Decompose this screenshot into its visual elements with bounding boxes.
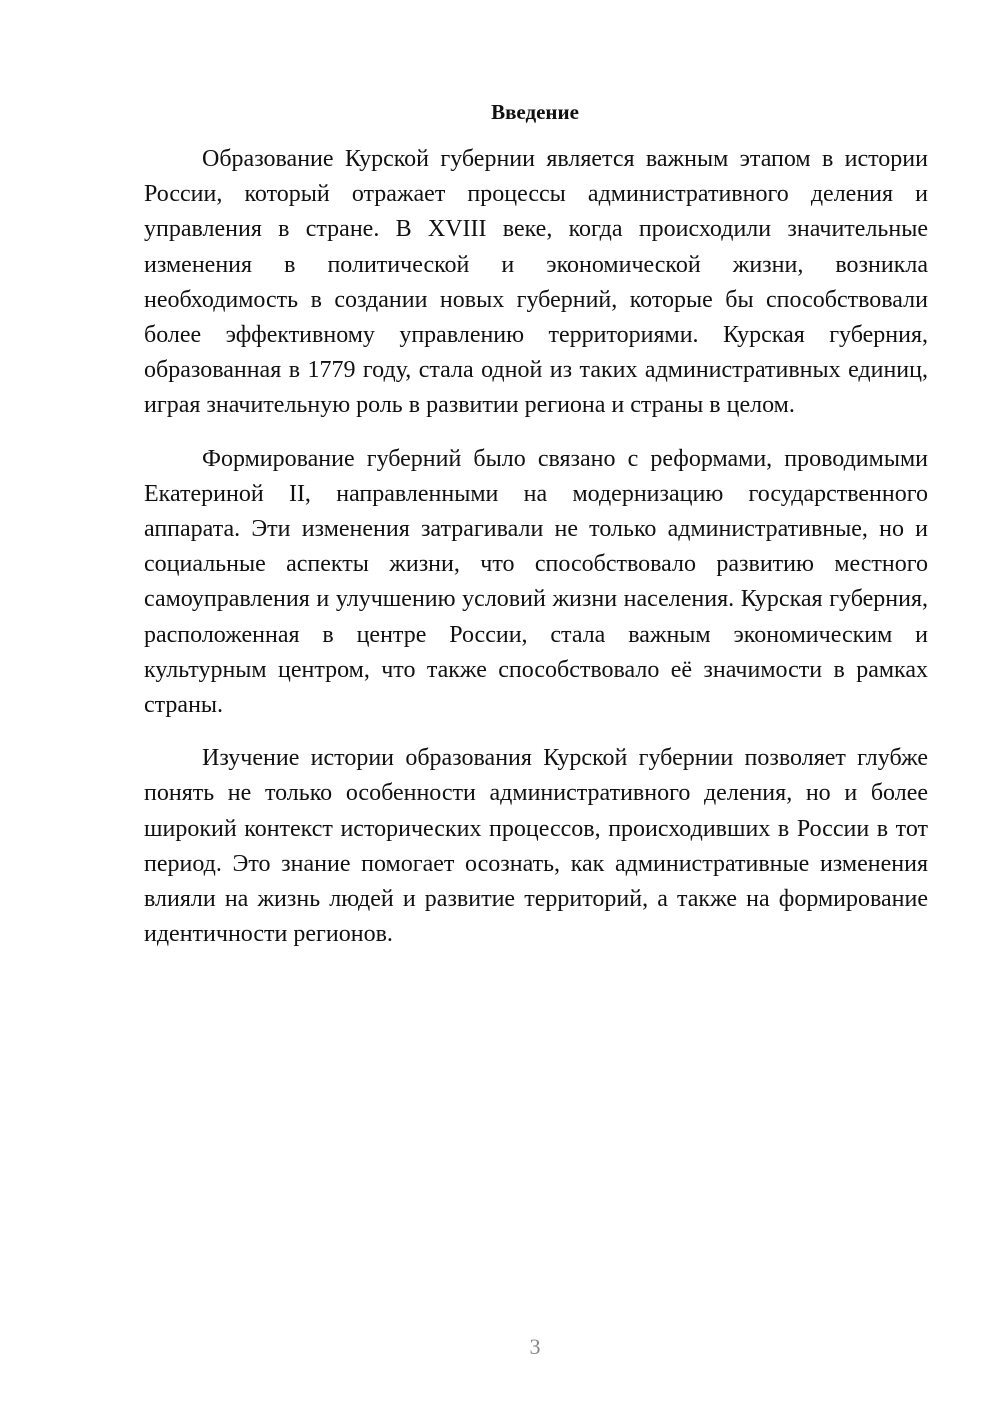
- paragraph-1: Образование Курской губернии является важным этапом в истории России, который отражает процессы административного деления и управления в стране. В XVIII веке, когда происходили значительные изменения в политической и экономической жизни, возникла необходимость в создании новых губерний, которые бы способствовали более эффективному управлению территориями. Курская губерния, образованная в 1779 году, стала одной из таких административных единиц, играя значительную роль в развитии региона и страны в целом.: [144, 146, 928, 419]
- page-number: 3: [529, 1334, 541, 1359]
- paragraph-3: Изучение истории образования Курской губернии позволяет глубже понять не только особенности административного деления, но и более широкий контекст исторических процессов, происходивших в России в тот период. Это знание помогает осознать, как административные изменения влияли на жизнь людей и развитие территорий, а также на формирование идентичности регионов.: [144, 745, 928, 948]
- page-title: Введение: [491, 100, 579, 124]
- paragraph-2: Формирование губерний было связано с реформами, проводимыми Екатериной II, направленными на модернизацию государственного аппарата. Эти изменения затрагивали не только административные, но и социальные аспекты жизни, что способствовало развитию местного самоуправления и улучшению условий жизни населения. Курская губерния, расположенная в центре России, стала важным экономическим и культурным центром, что также способствовало её значимости в рамках страны.: [144, 445, 928, 719]
- document-body: [144, 142, 928, 970]
